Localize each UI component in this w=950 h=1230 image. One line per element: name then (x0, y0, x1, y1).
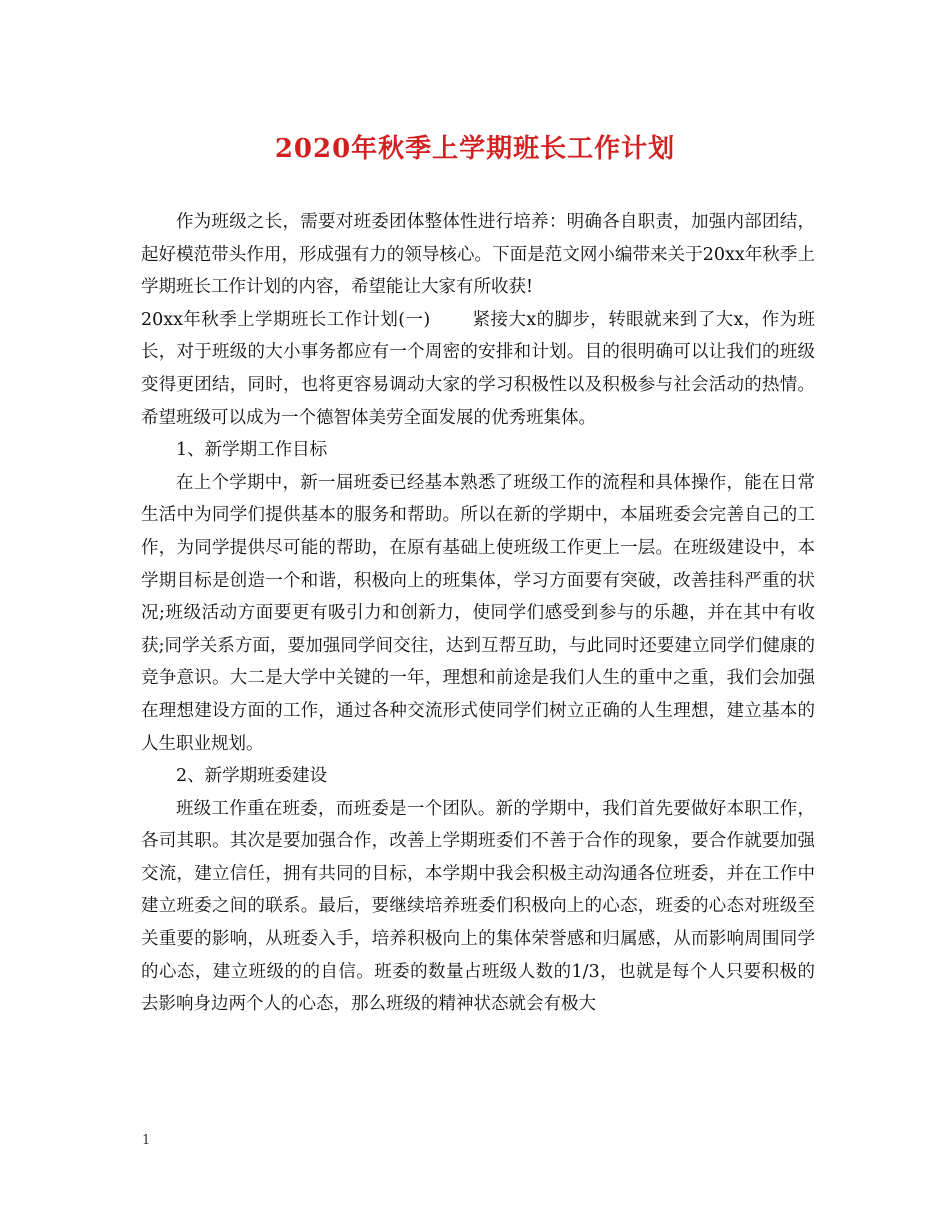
plan-intro: 紧接大x的脚步，转眼就来到了大x，作为班长，对于班级的大小事务都应有一个周密的安排和计划。目的很明确可以让我们的班级变得更团结，同时，也将更容易调动大家的学习积极性以及积极参与社会活动的热情。希望班级可以成为一个德智体美劳全面发展的优秀班集体。 (141, 309, 815, 428)
plan-paragraph (141, 304, 815, 434)
plan-heading: 20xx年秋季上学期班长工作计划(一) (141, 309, 431, 330)
section2-paragraph: 班级工作重在班委，而班委是一个团队。新的学期中，我们首先要做好本职工作，各司其职。其次是要加强合作，改善上学期班委们不善于合作的现象，要合作就要加强交流，建立信任，拥有共同的目标，本学期中我会积极主动沟通各位班委，并在工作中建立班委之间的联系。最后，要继续培养班委们积极向上的心态，班委的心态对班级至关重要的影响，从班委入手，培养积极向上的集体荣誉感和归属感，从而影响周围同学的心态，建立班级的的自信。班委的数量占班级人数的1/3，也就是每个人只要积极的去影响身边两个人的心态，那么班级的精神状态就会有极大 (141, 798, 815, 1015)
section2-heading: 2、新学期班委建设 (176, 766, 328, 787)
intro-paragraph: 作为班级之长，需要对班委团体整体性进行培养：明确各自职责，加强内部团结，起好模范带头作用，形成强有力的领导核心。下面是范文网小编带来关于20xx年秋季上学期班长工作计划的内容，希望能让大家有所收获! (141, 212, 815, 298)
document-body (141, 206, 815, 1021)
section1-paragraph: 在上个学期中，新一届班委已经基本熟悉了班级工作的流程和具体操作，能在日常生活中为同学们提供基本的服务和帮助。所以在新的学期中，本届班委会完善自己的工作，为同学提供尽可能的帮助，在原有基础上使班级工作更上一层。在班级建设中，本学期目标是创造一个和谐，积极向上的班集体，学习方面要有突破，改善挂科严重的状况;班级活动方面要更有吸引力和创新力，使同学们感受到参与的乐趣，并在其中有收获;同学关系方面，要加强同学间交往，达到互帮互助，与此同时还要建立同学们健康的竞争意识。大二是大学中关键的一年，理想和前途是我们人生的重中之重，我们会加强在理想建设方面的工作，通过各种交流形式使同学们树立正确的人生理想，建立基本的人生职业规划。 (141, 472, 815, 754)
section1-heading: 1、新学期工作目标 (176, 440, 328, 461)
page-number: 1 (142, 1133, 151, 1148)
page-title: 2020年秋季上学期班长工作计划 (274, 134, 676, 164)
